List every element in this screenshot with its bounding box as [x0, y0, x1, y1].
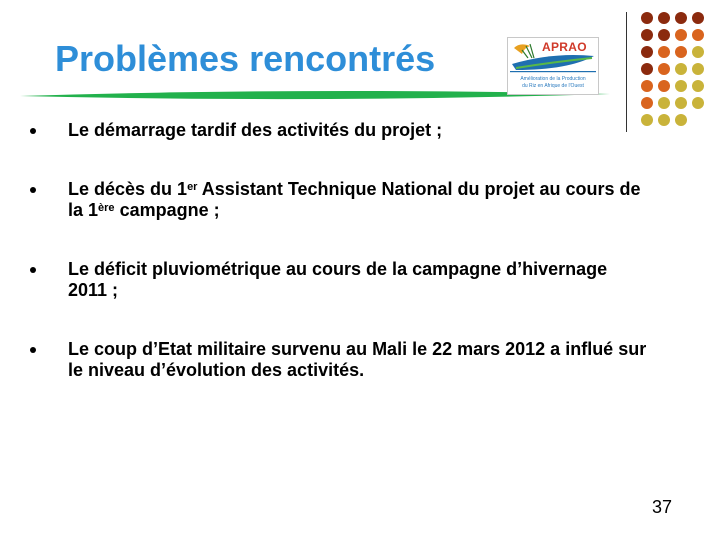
bullet-text: le niveau d’évolution des activités. [68, 360, 365, 380]
logo-caption-line-2: du Riz en Afrique de l'Ouest [522, 83, 584, 89]
bullet-text: Le coup d’Etat militaire survenu au Mali le 22 mars 2012 a influé sur [68, 339, 647, 359]
bullet-text: Assistant Technique National du projet au cours de [197, 179, 641, 199]
bullet-text: Le déficit pluviométrique au cours de la campagne d’hivernage [68, 259, 608, 279]
decorative-vertical-line [626, 12, 627, 132]
ordinal-superscript: er [187, 181, 198, 193]
bullet-text: campagne ; [114, 200, 220, 220]
bullet-text: Le démarrage tardif des activités du projet ; [68, 120, 443, 140]
slide-title: Problèmes rencontrés [55, 38, 436, 79]
bullet-dot-icon [30, 267, 36, 273]
logo-caption-line-1: Amélioration de la Production [520, 76, 586, 82]
bullet-item [68, 120, 716, 141]
bullet-list [68, 120, 716, 419]
bullet-text: 2011 ; [68, 280, 119, 300]
slide-number: 37 [652, 497, 673, 517]
bullet-text: Le décès du 1 [68, 179, 188, 199]
ordinal-superscript: ère [98, 202, 115, 214]
bullet-dot-icon [30, 347, 36, 353]
bullet-text: la 1 [68, 200, 99, 220]
bullet-item [68, 339, 716, 381]
logo-name: APRAO [542, 40, 587, 54]
bullet-dot-icon [30, 187, 36, 193]
bullet-item [68, 179, 716, 221]
bullet-dot-icon [30, 128, 36, 134]
bullet-item [68, 259, 716, 301]
decorative-dot-grid [630, 8, 720, 138]
aprao-logo [507, 37, 599, 95]
